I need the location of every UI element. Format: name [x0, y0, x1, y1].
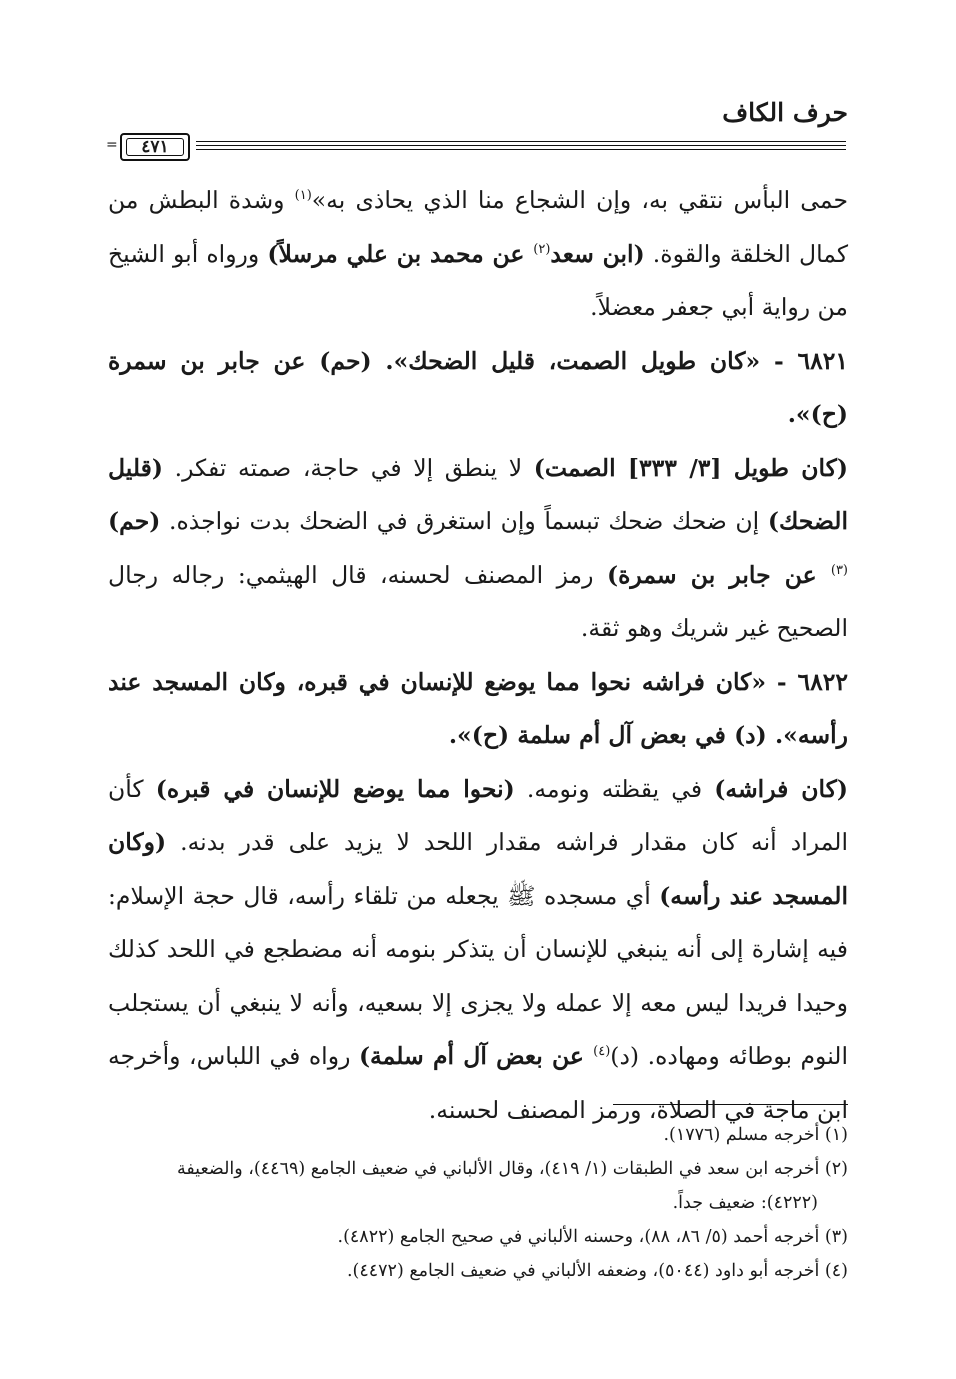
entry-number: ٦٨٢٢ [797, 667, 848, 696]
page-number: ٤٧١ [126, 138, 184, 156]
lemma: (كان طويل [٣/ ٣٣٣] الصمت) [533, 453, 849, 482]
header-rule-line [196, 145, 846, 146]
header-rule [106, 132, 846, 162]
source-citation: عن بعض آل أم سلمة) [358, 1042, 594, 1070]
entry-number: ٦٨٢١ [797, 346, 848, 375]
hadith-entry-6821 [108, 335, 848, 442]
footnote-2-continuation: (٤٢٢٢): ضعيف جداً. [672, 1193, 818, 1213]
text-run: في يقظته ونومه. [514, 774, 715, 803]
text-run: إن ضحك ضحك تبسماً وإن استغرق في الضحك بدت نواجذه. [160, 507, 768, 535]
hadith-text: «كان طويل الصمت، قليل الضحك». (حم) عن جابر بن سمرة (ح)». [108, 346, 848, 428]
footnote-ref: (٢) [533, 241, 551, 257]
source-citation: (حم) [108, 507, 161, 535]
running-title: حرف الكاف [722, 98, 848, 127]
text-run: حمى البأس نتقي به، وإن الشجاع منا الذي يحاذى به» [311, 186, 848, 214]
commentary-6821 [108, 442, 848, 656]
lemma: (وكان المسجد عند رأسه) [108, 828, 848, 910]
source-citation: عن جابر بن سمرة) [606, 560, 831, 589]
text-run: كأن المراد أنه كان مقدار فراشه مقدار اللحد لا يزيد على قدر بدنه. [108, 774, 848, 856]
lemma: (نحوا مما يوضع للإنسان في قبره) [155, 774, 515, 803]
source-citation: (ابن سعد [550, 239, 645, 268]
lemma: (قليل الضحك) [108, 453, 848, 535]
footnote-separator [613, 1104, 848, 1105]
text-run: ورواه أبو الشيخ من رواية أبي جعفر معضلاً. [108, 239, 848, 321]
footnote-4: (٤) أخرجه أبو داود (٥٠٤٤)، وضعفه الألباني في ضعيف الجامع (٤٤٧٢). [346, 1261, 848, 1281]
page-number-frame [120, 133, 190, 161]
footnote-ref: (٤) [593, 1044, 611, 1060]
entry-dash: - [760, 346, 798, 375]
entry-dash: - [766, 667, 798, 696]
commentary-6822 [108, 763, 848, 1138]
footnotes [108, 1118, 848, 1288]
text-run: لا ينطق إلا في حاجة، صمته تفكر. [163, 453, 534, 482]
paragraph-continuation [108, 174, 848, 335]
text-run: رمز المصنف لحسنه، قال الهيثمي: رجاله رجال الصحيح غير شريك وهو ثقة. [108, 560, 848, 642]
text-run: أي مسجده ﷺ يجعله من تلقاء رأسه، قال حجة الإسلام: فيه إشارة إلى أنه ينبغي للإنسان أن يتذكر بنومه أنه مضطجع في اللحد كذلك وحيدا فريدا ليس معه إلا عمله ولا يجزى إلا بسعيه، وأنه لا ينبغي أن يستجلب النوم بوطائه ومهاده. (د) [108, 881, 848, 1070]
footnote-2: (٢) أخرجه ابن سعد في الطبقات (١/ ٤١٩)، وقال الألباني في ضعيف الجامع (٤٤٦٩)، والضعيفة [176, 1159, 848, 1179]
footnote-ref: (٣) [830, 562, 848, 578]
hadith-text: «كان فراشه نحوا مما يوضع للإنسان في قبره، وكان المسجد عند رأسه». (د) في بعض آل أم سلمة (ح)». [108, 667, 848, 749]
footnote-ref: (١) [294, 188, 312, 204]
source-citation: عن محمد بن علي مرسلاً) [267, 239, 534, 268]
text-run: رواه في اللباس، وأخرجه ابن ماجة في الصلاة، ورمز المصنف لحسنه. [108, 1042, 848, 1124]
header-rule-line [196, 149, 846, 150]
footnote-3: (٣) أخرجه أحمد (٥/ ٨٦، ٨٨)، وحسنه الألباني في صحيح الجامع (٤٨٢٢). [337, 1227, 848, 1247]
header-rule-line [196, 141, 846, 142]
hadith-entry-6822 [108, 656, 848, 763]
page-number-mark: = [106, 137, 118, 153]
footnote-1: (١) أخرجه مسلم (١٧٧٦). [663, 1125, 848, 1145]
lemma: (كان فراشه) [714, 774, 848, 803]
body-text [108, 174, 848, 1137]
text-run: وشدة البطش من كمال الخلقة والقوة. [108, 186, 849, 268]
